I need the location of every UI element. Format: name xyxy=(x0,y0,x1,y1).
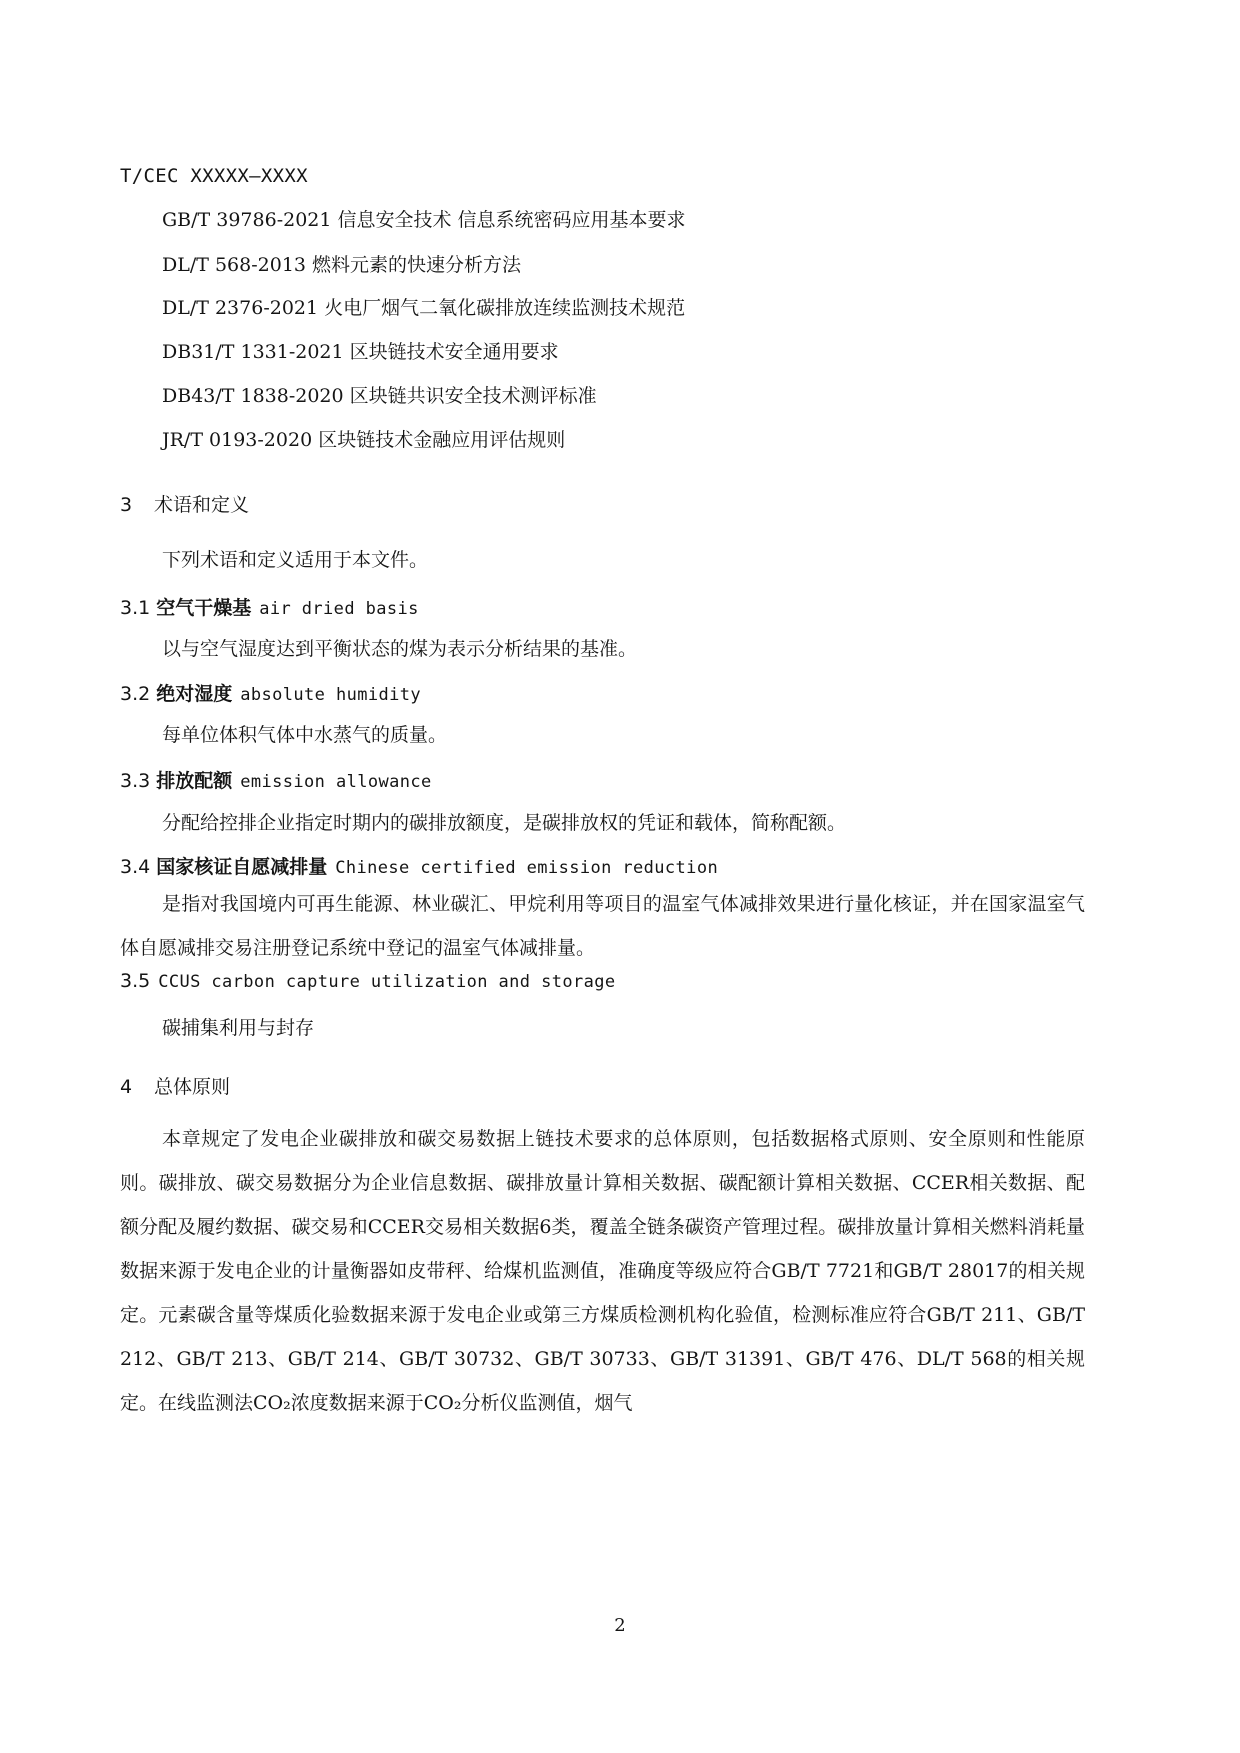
term-definition: 以与空气湿度达到平衡状态的煤为表示分析结果的基准。 xyxy=(162,638,638,660)
term-en: emission allowance xyxy=(240,772,432,792)
term-heading xyxy=(120,970,616,992)
term-heading xyxy=(120,766,432,793)
term-definition: 碳捕集利用与封存 xyxy=(162,1017,315,1039)
term-number: 3.1 xyxy=(120,597,151,619)
page-number: 2 xyxy=(614,1615,626,1636)
term-zh: 空气干燥基 xyxy=(156,597,252,619)
section-heading xyxy=(120,490,249,517)
body-paragraph-block xyxy=(120,1117,1085,1425)
term-number: 3.5 xyxy=(120,970,151,992)
term-en: CCUS carbon capture utilization and storage xyxy=(158,972,616,992)
reference-item: DL/T 568-2013 燃料元素的快速分析方法 xyxy=(162,254,522,276)
document-id: T/CEC XXXXX—XXXX xyxy=(120,165,308,187)
term-heading xyxy=(120,852,718,879)
term-definition: 每单位体积气体中水蒸气的质量。 xyxy=(162,724,448,746)
section-number: 4 xyxy=(120,1076,133,1098)
reference-item: GB/T 39786-2021 信息安全技术 信息系统密码应用基本要求 xyxy=(162,209,686,231)
term-number: 3.4 xyxy=(120,856,151,878)
term-heading xyxy=(120,679,421,706)
reference-item: DB43/T 1838-2020 区块链共识安全技术测评标准 xyxy=(162,385,597,407)
term-en: air dried basis xyxy=(259,599,419,619)
term-definition: 是指对我国境内可再生能源、林业碳汇、甲烷利用等项目的温室气体减排效果进行量化核证，并在国家温室气体自愿减排交易注册登记系统中登记的温室气体减排量。 xyxy=(120,893,1085,959)
term-definition: 分配给控排企业指定时期内的碳排放额度，是碳排放权的凭证和载体，简称配额。 xyxy=(162,812,847,834)
term-number: 3.3 xyxy=(120,770,151,792)
term-heading xyxy=(120,593,419,620)
reference-item: DB31/T 1331-2021 区块链技术安全通用要求 xyxy=(162,341,559,363)
reference-item: JR/T 0193-2020 区块链技术金融应用评估规则 xyxy=(162,429,566,451)
section-title: 术语和定义 xyxy=(154,494,250,516)
section-title: 总体原则 xyxy=(154,1076,231,1098)
reference-item: DL/T 2376-2021 火电厂烟气二氧化碳排放连续监测技术规范 xyxy=(162,297,686,319)
section-intro: 下列术语和定义适用于本文件。 xyxy=(162,549,429,571)
term-zh: 排放配额 xyxy=(156,770,233,792)
section-heading xyxy=(120,1072,230,1099)
term-zh: 绝对湿度 xyxy=(156,683,233,705)
term-en: absolute humidity xyxy=(240,685,422,705)
term-number: 3.2 xyxy=(120,683,151,705)
term-en: Chinese certified emission reduction xyxy=(335,858,719,878)
term-zh: 国家核证自愿减排量 xyxy=(156,856,328,878)
term-definition-block xyxy=(120,882,1085,970)
body-paragraph: 本章规定了发电企业碳排放和碳交易数据上链技术要求的总体原则，包括数据格式原则、安全原则和性能原则。碳排放、碳交易数据分为企业信息数据、碳排放量计算相关数据、碳配额计算相关数据、CCER相关数据、配额分配及履约数据、碳交易和CCER交易相关数据6类，覆盖全链条碳资产管理过程。碳排放量计算相关燃料消耗量数据来源于发电企业的计量衡器如皮带秤、给煤机监测值，准确度等级应符合GB/T 7721和GB/T 28017的相关规定。元素碳含量等煤质化验数据来源于发电企业或第三方煤质检测机构化验值，检测标准应符合GB/T 211、GB/T 212、GB/T 213、GB/T 214、GB/T 30732、GB/T 30733、GB/T 31391、GB/T 476、DL/T 568的相关规定。在线监测法CO₂浓度数据来源于CO₂分析仪监测值，烟气 xyxy=(120,1128,1085,1414)
section-number: 3 xyxy=(120,494,133,516)
